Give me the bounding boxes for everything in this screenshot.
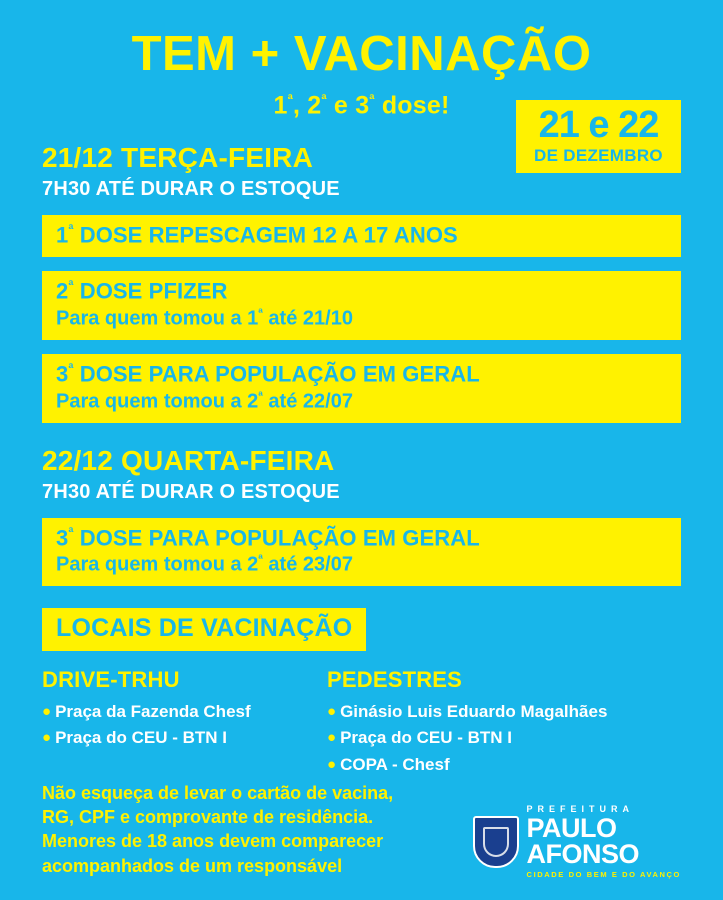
list-item [327,752,607,778]
locais-column-pedestres [327,667,607,778]
ordinal-2: ª [321,91,327,107]
subtitle-dose-2: 2 [307,91,322,120]
footer-note-line: Não esqueça de levar o cartão de vacina, [42,782,394,803]
footer-note-line: Menores de 18 anos devem comparecer [42,831,384,852]
locais-banner [42,608,366,651]
dose-item [42,518,681,587]
map-pin-icon: ● [327,755,337,773]
poster-content [0,142,723,778]
locais-column-title: DRIVE-TRHU [42,667,180,693]
location-label: Praça do CEU - BTN I [55,728,227,748]
dose-item [42,354,681,423]
list-item [42,725,327,751]
date-badge [516,100,681,173]
location-label: Praça da Fazenda Chesf [55,702,251,722]
logo-prefeitura-label: PREFEITURA [526,804,635,815]
page-title: TEM + VACINAÇÃO [131,27,592,81]
location-label: Ginásio Luis Eduardo Magalhães [340,702,608,722]
list-item [327,725,607,751]
dose-subtitle: Para quem tomou a $1^ª$ até 21/10 [56,306,353,330]
city-logo [473,805,681,878]
subtitle-sep-2: e [326,91,356,120]
locais-columns [42,667,681,778]
locais-column-title: PEDESTRES [327,667,463,693]
poster-footer [42,781,681,878]
footer-note [42,781,393,878]
subtitle-dose-1: 1 [273,91,288,120]
day-heading-2: 22/12 QUARTA-FEIRA [42,444,335,476]
map-pin-icon: ● [327,703,337,721]
date-badge-month: DE DEZEMBRO [534,146,663,165]
list-item [327,699,607,725]
day-subheading-1: 7H30 ATÉ DURAR O ESTOQUE [42,178,340,201]
ordinal-3: ª [369,91,375,107]
day-subheading-2: 7H30 ATÉ DURAR O ESTOQUE [42,480,340,503]
dose-item [42,215,681,257]
dose-title: $1^ª$ DOSE REPESCAGEM 12 A 17 ANOS [56,222,458,248]
ordinal-1: ª [287,91,293,107]
logo-text [527,805,681,878]
locais-column-drive [42,667,327,778]
map-pin-icon: ● [42,703,52,721]
dose-title: $3^ª$ DOSE PARA POPULAÇÃO EM GERAL [56,360,480,387]
locais-heading: LOCAIS DE VACINAÇÃO [56,614,353,643]
map-pin-icon: ● [327,729,337,747]
dose-title: $3^ª$ DOSE PARA POPULAÇÃO EM GERAL [56,524,480,550]
dose-title: $2^ª$ DOSE PFIZER [56,278,228,304]
coat-of-arms-icon [473,816,519,868]
map-pin-icon: ● [42,729,52,747]
subtitle-dose-3: 3 [355,91,370,120]
dose-subtitle: Para quem tomou a $2^ª$ até 23/07 [56,552,353,577]
list-item [42,699,327,725]
date-badge-days: 21 e 22 [538,104,659,146]
location-label: COPA - Chesf [340,754,450,774]
dose-item [42,271,681,340]
dose-subtitle: Para quem tomou a $2^ª$ até 22/07 [56,388,353,413]
day-heading-1: 21/12 TERÇA-FEIRA [42,142,314,174]
logo-slogan: CIDADE DO BEM E DO AVANÇO [526,869,681,879]
logo-name-line-2: AFONSO [526,838,640,869]
location-label: Praça do CEU - BTN I [340,728,512,748]
footer-note-line: RG, CPF e comprovante de residência. [42,807,374,828]
footer-note-line: acompanhados de um responsável [42,855,343,876]
subtitle-sep-1: , [292,91,308,120]
logo-name-line-1: PAULO [526,813,617,844]
subtitle-tail: dose! [374,91,450,120]
